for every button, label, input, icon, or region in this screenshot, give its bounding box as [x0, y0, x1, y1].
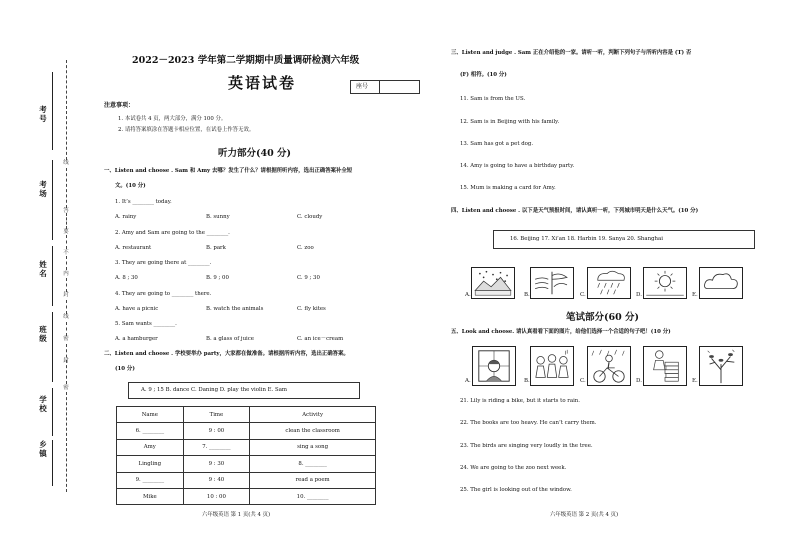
q3-instruction: 三、Listen and judge . Sam 正在介绍他的一家。请听一听，判断下列句子与所听内容是 (T) 否 — [451, 50, 692, 56]
q4-cities: 16. Beijing 17. Xi’an 18. Harbin 19. Sanya 20. Shanghai — [510, 236, 663, 242]
seal-char: 线 — [63, 160, 69, 166]
page-footer-right: 六年级英语 第 2 页(共 4 页) — [550, 512, 619, 518]
q2-instruction: (10 分) — [115, 366, 135, 372]
writing-heading: 笔试部分(60 分) — [566, 312, 640, 323]
q5-instruction: 五、Look and choose. 请认真看看下面的图片，给他们选择一个合适的句子吧！(10 分) — [451, 329, 671, 335]
option-a[interactable]: A. restaurant — [115, 245, 152, 251]
question-stem: 4. They are going to ________ there. — [115, 291, 212, 297]
girl-riding-bike-icon[interactable] — [587, 346, 631, 386]
exam-title: 2022－2023 学年第二学期期中质量调研检测六年级 — [132, 55, 360, 66]
option-a[interactable]: A. 8 ; 30 — [115, 275, 138, 281]
seal-dashed-line — [66, 213, 67, 229]
cloudy-weather-icon[interactable] — [699, 267, 743, 299]
seal-char: 封 — [63, 292, 69, 298]
table-header: Activity — [250, 407, 376, 423]
statement-item: 12. Sam is in Beijing with his family. — [460, 119, 560, 125]
q1-instruction: 一、Listen and choose . Sam 和 Amy 去哪？发生了什么？请根据所听内容，选出正确答案补全短 — [104, 168, 353, 174]
table-cell: clean the classroom — [250, 423, 376, 439]
sentence-item: 22. The books are too heavy. He can’t carry them. — [460, 420, 597, 426]
q1-instruction: 文。(10 分) — [115, 183, 146, 189]
pic-label: A. — [465, 378, 471, 384]
seal-dashed-line — [66, 256, 67, 270]
option-a[interactable]: A. have a picnic — [115, 306, 159, 312]
pic-label: D. — [636, 292, 642, 298]
seal-dashed-line — [66, 60, 67, 160]
binding-underline — [52, 388, 53, 436]
binding-underline — [52, 72, 53, 150]
sentence-item: 21. Lily is riding a bike, but it starts to rain. — [460, 398, 580, 404]
table-cell[interactable]: 6. ________ — [117, 423, 184, 439]
table-cell: Amy — [117, 439, 184, 455]
seal-dashed-line — [66, 168, 67, 208]
table-cell: sing a song — [250, 439, 376, 455]
seal-char: 线 — [63, 314, 69, 320]
seal-char: 要 — [63, 229, 69, 235]
sentence-item: 24. We are going to the zoo next week. — [460, 465, 567, 471]
question-stem: 1. It’s ________ today. — [115, 199, 172, 205]
notes-item: 1. 本试卷共 4 页，两大部分，满分 100 分。 — [118, 116, 227, 122]
birds-in-tree-icon[interactable] — [699, 346, 743, 386]
seal-char: 内 — [63, 271, 69, 277]
table-cell[interactable]: 10. ________ — [250, 488, 376, 504]
statement-item: 13. Sam has got a pet dog. — [460, 141, 534, 147]
question-stem: 3. They are going there at ________. — [115, 260, 212, 266]
statement-item: 11. Sam is from the US. — [460, 96, 526, 102]
table-row — [117, 423, 376, 439]
binding-label-exam-number: 考号 — [39, 105, 47, 123]
question-stem: 2. Amy and Sam are going to the ________. — [115, 230, 230, 236]
binding-label-township: 乡镇 — [39, 440, 47, 458]
children-singing-icon[interactable] — [530, 346, 574, 386]
option-b[interactable]: B. 9 ; 00 — [206, 275, 229, 281]
windy-weather-icon[interactable] — [530, 267, 574, 299]
option-b[interactable]: B. a glass of juice — [206, 336, 254, 342]
seal-dashed-line — [66, 300, 67, 314]
seal-char: 不 — [63, 250, 69, 256]
pic-label: E. — [692, 292, 698, 298]
table-cell: Lingling — [117, 456, 184, 472]
option-c[interactable]: C. 9 ; 30 — [297, 275, 320, 281]
seal-char: 密 — [63, 385, 69, 391]
table-cell: 10 : 00 — [183, 488, 250, 504]
pic-label: B. — [524, 378, 530, 384]
option-b[interactable]: B. watch the animals — [206, 306, 264, 312]
activity-table — [116, 406, 376, 505]
option-c[interactable]: C. an ice－cream — [297, 336, 344, 342]
binding-label-exam-room: 考场 — [39, 180, 47, 198]
table-header-row — [117, 407, 376, 423]
table-cell: read a poem — [250, 472, 376, 488]
seal-dashed-line — [66, 278, 67, 292]
binding-underline — [52, 160, 53, 240]
seat-number-box[interactable] — [350, 80, 420, 94]
option-a[interactable]: A. rainy — [115, 214, 137, 220]
binding-underline — [52, 312, 53, 382]
option-b[interactable]: B. sunny — [206, 214, 230, 220]
pic-label: E. — [692, 378, 698, 384]
binding-label-class: 班级 — [39, 325, 47, 343]
table-header: Time — [183, 407, 250, 423]
table-cell: 9 : 30 — [183, 456, 250, 472]
option-c[interactable]: C. cloudy — [297, 214, 323, 220]
sentence-item: 25. The girl is looking out of the window. — [460, 487, 572, 493]
option-a[interactable]: A. a hamburger — [115, 336, 158, 342]
table-row — [117, 488, 376, 504]
table-row — [117, 439, 376, 455]
pic-label: C. — [580, 292, 586, 298]
binding-underline — [52, 440, 53, 486]
pic-label: A. — [465, 292, 471, 298]
pic-label: C. — [580, 378, 586, 384]
question-stem: 5. Sam wants ________. — [115, 321, 177, 327]
table-row — [117, 456, 376, 472]
table-row — [117, 472, 376, 488]
seal-char: 密 — [63, 336, 69, 342]
q4-cities-box — [493, 230, 755, 249]
q4-instruction: 四、Listen and choose . 以下是天气预报时间，请认真听一听，下列城市明天是什么天气。(10 分) — [451, 208, 699, 214]
pic-label: B. — [524, 292, 530, 298]
q2-options: A. 9 ; 15 B. dance C. Daning D. play the violin E. Sam — [141, 387, 288, 393]
rainy-weather-icon[interactable] — [587, 267, 631, 299]
listening-heading: 听力部分(40 分) — [218, 148, 292, 159]
table-header: Name — [117, 407, 184, 423]
stack-of-books-icon[interactable] — [643, 346, 687, 386]
sentence-item: 23. The birds are singing very loudly in the tree. — [460, 443, 593, 449]
seal-char: 封 — [63, 358, 69, 364]
binding-underline — [52, 246, 53, 306]
pic-label: D. — [636, 378, 642, 384]
seal-dashed-line — [66, 322, 67, 336]
binding-label-school: 学校 — [39, 395, 47, 413]
table-cell[interactable]: 7. ________ — [183, 439, 250, 455]
seal-char: 答 — [63, 208, 69, 214]
option-c[interactable]: C. zoo — [297, 245, 314, 251]
notes-item: 2. 请将答案填涂在答题卡相应位置，在试卷上作答无效。 — [118, 127, 255, 133]
snowy-weather-icon[interactable] — [471, 267, 515, 299]
q3-instruction: (F) 相符。(10 分) — [460, 72, 507, 78]
option-b[interactable]: B. park — [206, 245, 226, 251]
table-cell: 9 : 00 — [183, 423, 250, 439]
q2-options-box — [128, 382, 360, 399]
statement-item: 14. Amy is going to have a birthday party. — [460, 163, 575, 169]
seat-number-divider — [379, 81, 380, 93]
table-cell[interactable]: 8. ________ — [250, 456, 376, 472]
page-footer-left: 六年级英语 第 1 页(共 4 页) — [202, 512, 271, 518]
seal-dashed-line — [66, 392, 67, 492]
seat-number-label: 座号 — [356, 83, 369, 90]
statement-item: 15. Mum is making a card for Amy. — [460, 185, 556, 191]
exam-subject: 英语试卷 — [228, 74, 297, 92]
binding-label-name: 姓名 — [39, 260, 47, 278]
table-cell[interactable]: 9. ________ — [117, 472, 184, 488]
q2-instruction: 二、Listen and choose . 学校要举办 party，大家都在做准备。请根据所听内容，选出正确答案。 — [104, 351, 349, 357]
sunny-weather-icon[interactable] — [643, 267, 687, 299]
seal-dashed-line — [66, 235, 67, 249]
notes-heading: 注意事项： — [104, 102, 135, 109]
table-cell: 9 : 40 — [183, 472, 250, 488]
option-c[interactable]: C. fly kites — [297, 306, 326, 312]
table-cell: Mike — [117, 488, 184, 504]
girl-at-window-icon[interactable] — [472, 346, 516, 386]
